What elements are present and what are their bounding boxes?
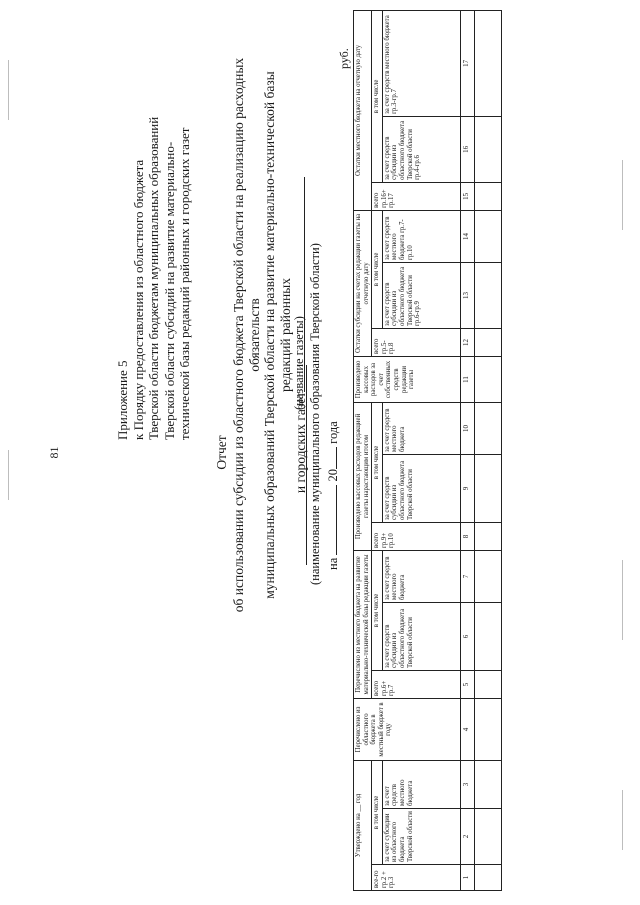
column-number: 4	[460, 698, 474, 760]
appendix-number: Приложение 5	[115, 360, 130, 440]
column-number: 11	[460, 356, 474, 402]
subheader-local: за счет средств местного бюджета	[382, 550, 460, 602]
column-number: 2	[460, 809, 474, 865]
column-number: 7	[460, 550, 474, 602]
header-cash: Произведено кассовых расходов редакцией газеты нарастающим итогом	[354, 402, 372, 550]
appendix-line: Тверской области субсидий на развитие материально-	[161, 141, 177, 440]
subheader-local: за счет средств местного бюджета	[382, 760, 460, 808]
subheader-oblast: за счет субсидии из областного бюджета Тверской области	[382, 809, 460, 865]
municipality-blank-line	[306, 365, 307, 565]
subheader-incl: в том числе	[372, 760, 383, 864]
subheader-total: всего гр.16+ гр.17	[372, 182, 461, 210]
appendix-block	[115, 20, 193, 440]
municipality-caption: (наименование муниципального образования Тверской области)	[308, 243, 322, 585]
subheader-incl: в том числе	[372, 402, 383, 522]
column-number: 1	[460, 865, 474, 891]
column-number: 8	[460, 522, 474, 550]
currency-unit: руб.	[337, 48, 351, 69]
header-transferred: Перечислено из областного бюджета в местный бюджет в году	[354, 698, 461, 760]
report-table	[353, 10, 502, 891]
column-number-row	[460, 10, 474, 890]
column-number: 6	[460, 602, 474, 670]
gazette-caption: (название газеты)	[292, 316, 306, 410]
subheader-incl: в том числе	[372, 210, 383, 328]
report-subject-line: и городских газет	[293, 55, 309, 615]
subheader-oblast: за счет средств субсидии из областного бюджета Тверской области гр.4-гр.6	[382, 116, 460, 182]
subheader-local: за счет средств местного бюджета гр.3-гр.7	[382, 10, 460, 116]
column-number: 5	[460, 670, 474, 698]
appendix-line: Тверской области бюджетам муниципальных образований	[146, 116, 161, 440]
subheader-total: всего гр.6+ гр.7	[372, 670, 461, 698]
page-number: 81	[47, 446, 61, 459]
header-own-funds: Произведено кассовых расходов за счет собственных средств редакции газеты	[354, 356, 461, 402]
subheader-oblast: за счет средств субсидии из областного бюджета Тверской области	[382, 602, 460, 670]
report-title: Отчет	[214, 435, 229, 470]
subheader-oblast: за счет средств субсидии из областного бюджета Тверской области	[382, 454, 460, 522]
subheader-total: все-го гр.2 + гр.3	[372, 865, 461, 891]
column-number: 14	[460, 210, 474, 262]
report-date-line: на 20 года	[326, 421, 340, 570]
subheader-oblast: за счет средств субсидии из областного бюджета Тверской области гр.6-гр.9	[382, 262, 460, 328]
column-number: 17	[460, 10, 474, 116]
header-transferred-mb: Перечислено из местного бюджета на развитие материально-технической базы редакции газеты	[354, 550, 372, 698]
header-remain-accounts: Остатки субсидии на счетах редакции газеты на отчетную дату	[354, 210, 372, 356]
column-number: 15	[460, 182, 474, 210]
report-subject-line: муниципальных образований Тверской области на развитие материально-технической базы редакций районных	[262, 71, 293, 599]
subheader-total: всего гр.5- гр.8	[372, 328, 461, 356]
appendix-line: к Порядку предоставления из областного бюджета	[130, 159, 146, 440]
appendix-line: технической базы редакций районных и городских газет	[177, 127, 192, 440]
column-number: 13	[460, 262, 474, 328]
column-number: 16	[460, 116, 474, 182]
column-number: 12	[460, 328, 474, 356]
subheader-local: за счет средств местного бюджета	[382, 402, 460, 454]
subheader-incl: в том числе	[372, 550, 383, 670]
header-approved: Утверждено на __ год	[354, 760, 372, 890]
column-number: 9	[460, 454, 474, 522]
report-subject-line: об использовании субсидии из областного бюджета Тверской области на реализацию расходных обязательств	[231, 57, 262, 613]
subheader-incl: в том числе	[372, 10, 383, 182]
subheader-total: всего гр.9+ гр.10	[372, 522, 461, 550]
data-row-empty	[474, 10, 501, 890]
subheader-local: за счет средств местного бюджета гр.7- гр.10	[382, 210, 460, 262]
header-remain-mb: Остатки местного бюджета на отчетную дату	[354, 10, 372, 210]
column-number: 10	[460, 402, 474, 454]
column-number: 3	[460, 760, 474, 808]
